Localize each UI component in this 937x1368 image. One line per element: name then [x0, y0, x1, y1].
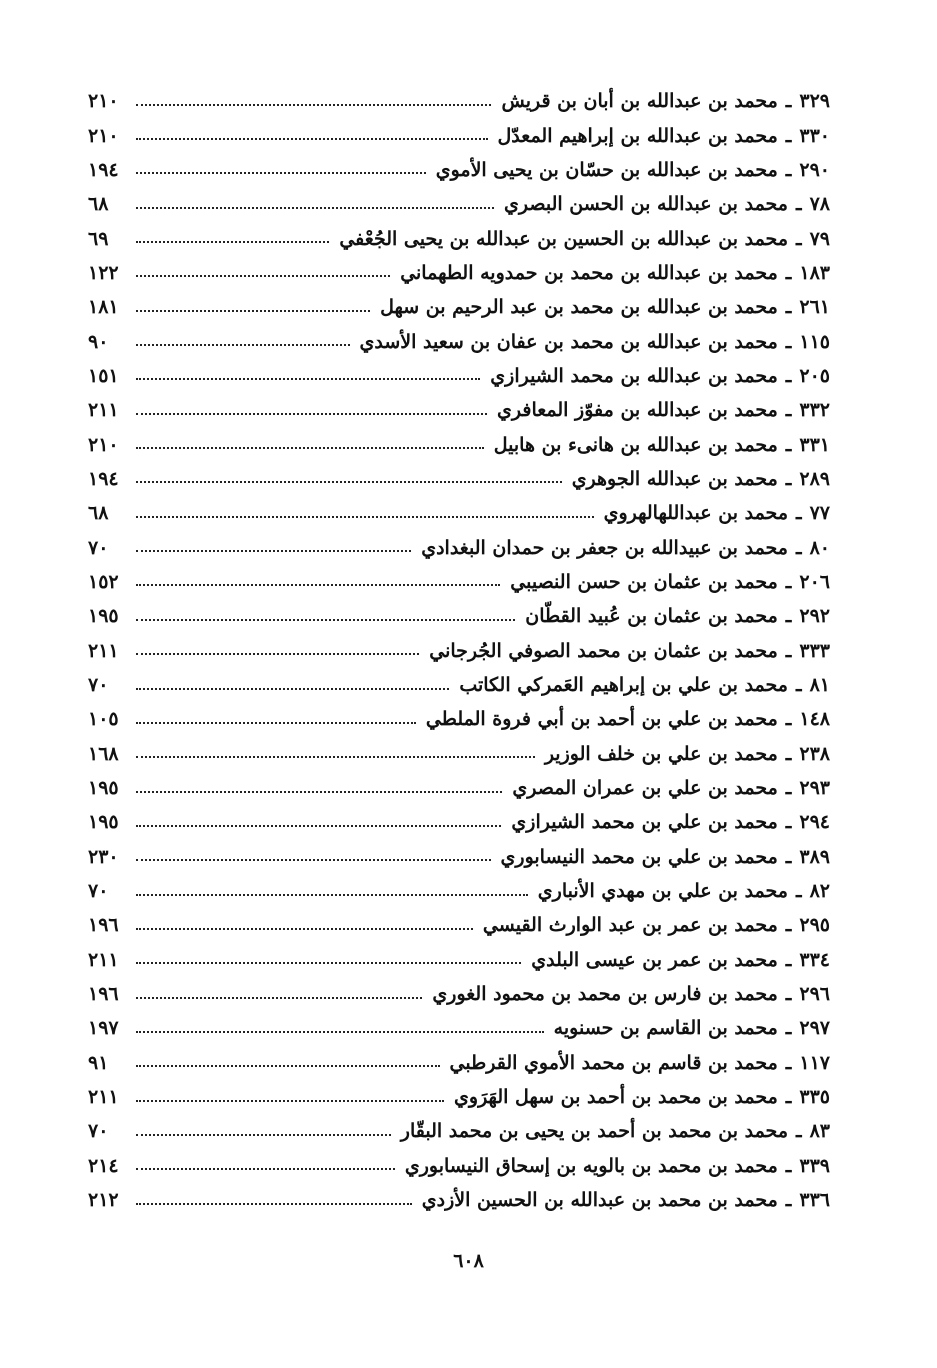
- entry-page-ref: ٩٠: [88, 330, 109, 353]
- dot-leader: [136, 1203, 412, 1205]
- entry-page-ref: ٦٩: [88, 227, 109, 250]
- dot-leader: [136, 275, 390, 277]
- entry-page-ref: ٧٠: [88, 674, 109, 697]
- index-entry: [88, 1046, 830, 1080]
- entry-page-ref: ٢١١: [88, 639, 119, 662]
- entry-name: محمد بن عثمان بن عُبيد القطّان: [525, 605, 778, 628]
- index-entry: [88, 290, 830, 324]
- entry-name: محمد بن عبدالله بن مفوّز المعافري: [497, 399, 778, 422]
- dot-leader: [136, 344, 350, 346]
- entry-separator: ـ: [796, 536, 802, 559]
- entry-name: محمد بن علي بن عمران المصري: [512, 777, 778, 800]
- entry-name: محمد بن علي بن إبراهيم العَمركي الكاتب: [459, 674, 788, 697]
- entry-number: ٣٣٣: [799, 639, 830, 662]
- entry-page-ref: ١٩٦: [88, 914, 119, 937]
- dot-leader: [136, 413, 487, 415]
- dot-leader: [136, 997, 422, 999]
- entry-number: ٢٦١: [799, 296, 830, 319]
- entry-number: ٣٢٩: [799, 90, 830, 113]
- entry-number: ٣٣٠: [799, 124, 830, 147]
- index-entry: [88, 874, 830, 908]
- dot-leader: [136, 550, 411, 552]
- entry-number: ٢٨٩: [799, 467, 830, 490]
- entry-name: محمد بن عبداللهالهروي: [603, 502, 788, 525]
- entry-page-ref: ٢٣٠: [88, 845, 119, 868]
- entry-page-ref: ١٩٧: [88, 1017, 119, 1040]
- entry-page-ref: ١٩٥: [88, 605, 119, 628]
- dot-leader: [136, 756, 535, 758]
- entry-name: محمد بن عثمان بن حسن النصيبي: [510, 570, 778, 593]
- entry-name: محمد بن محمد بن بالويه بن إسحاق النيسابوري: [404, 1154, 778, 1177]
- dot-leader: [136, 378, 480, 380]
- entry-number: ٢٩٦: [799, 983, 830, 1006]
- entry-separator: ـ: [785, 364, 792, 387]
- entry-name: محمد بن علي بن مهدي الأنباري: [537, 880, 788, 903]
- entry-separator: ـ: [785, 1051, 792, 1074]
- entry-number: ٧٧: [809, 502, 830, 525]
- index-entry: [88, 599, 830, 633]
- entry-number: ٣٣٤: [799, 948, 830, 971]
- dot-leader: [136, 481, 562, 483]
- entry-number: ١٤٨: [799, 708, 830, 731]
- entry-page-ref: ٢١٤: [88, 1154, 119, 1177]
- entry-separator: ـ: [796, 880, 802, 903]
- entry-page-ref: ٦٨: [88, 502, 109, 525]
- entry-number: ٣٣٩: [799, 1154, 830, 1177]
- entry-number: ٨١: [809, 674, 830, 697]
- index-list: [88, 84, 830, 1217]
- index-entry: [88, 1149, 830, 1183]
- index-entry: [88, 84, 830, 118]
- dot-leader: [136, 791, 502, 793]
- index-entry: [88, 702, 830, 736]
- dot-leader: [136, 825, 501, 827]
- entry-name: محمد بن عبيدالله بن جعفر بن حمدان البغدادي: [421, 536, 788, 559]
- entry-page-ref: ٧٠: [88, 536, 109, 559]
- index-entry: [88, 805, 830, 839]
- entry-page-ref: ١٩٤: [88, 467, 119, 490]
- entry-separator: ـ: [785, 296, 792, 319]
- entry-number: ٣٣٢: [799, 399, 830, 422]
- entry-number: ٨٣: [809, 1120, 830, 1143]
- entry-number: ٣٨٩: [799, 845, 830, 868]
- dot-leader: [136, 653, 419, 655]
- entry-number: ٨٢: [809, 880, 830, 903]
- index-entry: [88, 496, 830, 530]
- entry-number: ٧٨: [809, 193, 830, 216]
- index-entry: [88, 427, 830, 461]
- entry-separator: ـ: [785, 467, 792, 490]
- entry-name: محمد بن القاسم بن حسنويه: [553, 1017, 778, 1040]
- entry-separator: ـ: [785, 983, 792, 1006]
- entry-number: ١١٧: [799, 1051, 830, 1074]
- dot-leader: [136, 447, 484, 449]
- index-entry: [88, 324, 830, 358]
- entry-page-ref: ١٩٦: [88, 983, 119, 1006]
- dot-leader: [136, 584, 500, 586]
- entry-name: محمد بن عبدالله بن محمد بن عفان بن سعيد الأسدي: [359, 330, 778, 353]
- entry-separator: ـ: [785, 90, 792, 113]
- entry-page-ref: ١٦٨: [88, 742, 119, 765]
- entry-separator: ـ: [785, 1017, 792, 1040]
- entry-name: محمد بن علي بن محمد الشيرازي: [511, 811, 778, 834]
- dot-leader: [136, 310, 370, 312]
- entry-number: ٣٣٥: [799, 1086, 830, 1109]
- dot-leader: [136, 241, 329, 243]
- entry-number: ٢٩٥: [799, 914, 830, 937]
- dot-leader: [136, 928, 473, 930]
- entry-separator: ـ: [785, 708, 792, 731]
- entry-separator: ـ: [785, 1154, 792, 1177]
- dot-leader: [136, 962, 521, 964]
- entry-page-ref: ١٩٥: [88, 811, 119, 834]
- entry-number: ٢٠٦: [799, 570, 830, 593]
- entry-separator: ـ: [785, 124, 792, 147]
- entry-separator: ـ: [796, 193, 802, 216]
- entry-name: محمد بن عبدالله بن أبان بن قريش: [501, 90, 778, 113]
- entry-page-ref: ١٨١: [88, 296, 119, 319]
- entry-name: محمد بن علي بن خلف الوزير: [544, 742, 778, 765]
- entry-name: محمد بن علي بن أحمد بن أبي فروة الملطي: [425, 708, 778, 731]
- entry-page-ref: ٩١: [88, 1051, 109, 1074]
- entry-number: ٢٩٤: [799, 811, 830, 834]
- entry-separator: ـ: [785, 742, 792, 765]
- entry-separator: ـ: [785, 261, 792, 284]
- entry-name: محمد بن عبدالله بن إبراهيم المعدّل: [497, 124, 778, 147]
- index-entry: [88, 1114, 830, 1148]
- entry-number: ٧٩: [809, 227, 830, 250]
- index-entry: [88, 1183, 830, 1217]
- entry-number: ٢٩٢: [799, 605, 830, 628]
- entry-separator: ـ: [785, 811, 792, 834]
- entry-name: محمد بن عبدالله الجوهري: [571, 467, 778, 490]
- dot-leader: [136, 207, 494, 209]
- index-entry: [88, 187, 830, 221]
- entry-number: ١٨٣: [799, 261, 830, 284]
- dot-leader: [136, 688, 449, 690]
- entry-page-ref: ٢١١: [88, 1086, 119, 1109]
- entry-separator: ـ: [785, 570, 792, 593]
- entry-name: محمد بن عبدالله بن حسّان بن يحيى الأموي: [435, 158, 778, 181]
- dot-leader: [136, 1100, 444, 1102]
- entry-name: محمد بن عبدالله بن محمد بن عبد الرحيم بن سهل: [380, 296, 778, 319]
- index-entry: [88, 118, 830, 152]
- page-number: ٦٠٨: [453, 1250, 484, 1272]
- entry-separator: ـ: [785, 639, 792, 662]
- index-entry: [88, 359, 830, 393]
- index-entry: [88, 668, 830, 702]
- dot-leader: [136, 172, 426, 174]
- dot-leader: [136, 619, 515, 621]
- entry-separator: ـ: [785, 1189, 792, 1212]
- entry-name: محمد بن عبدالله بن هانىء بن هابيل: [493, 433, 778, 456]
- entry-separator: ـ: [785, 433, 792, 456]
- entry-separator: ـ: [796, 674, 802, 697]
- dot-leader: [136, 1134, 391, 1136]
- entry-number: ٢٩٣: [799, 777, 830, 800]
- entry-separator: ـ: [785, 158, 792, 181]
- entry-page-ref: ٧٠: [88, 1120, 109, 1143]
- entry-name: محمد بن قاسم بن محمد الأموي القرطبي: [449, 1051, 778, 1074]
- entry-separator: ـ: [785, 948, 792, 971]
- index-entry: [88, 221, 830, 255]
- index-entry: [88, 153, 830, 187]
- index-entry: [88, 530, 830, 564]
- entry-number: ٣٣٦: [799, 1189, 830, 1212]
- dot-leader: [136, 1065, 440, 1067]
- index-entry: [88, 462, 830, 496]
- entry-page-ref: ٢١٢: [88, 1189, 119, 1212]
- dot-leader: [136, 859, 491, 861]
- entry-number: ٢٩٧: [799, 1017, 830, 1040]
- entry-page-ref: ١٠٥: [88, 708, 119, 731]
- dot-leader: [136, 1031, 544, 1033]
- index-entry: [88, 840, 830, 874]
- entry-separator: ـ: [785, 330, 792, 353]
- entry-name: محمد بن عبدالله بن محمد الشيرازي: [490, 364, 778, 387]
- index-entry: [88, 737, 830, 771]
- entry-separator: ـ: [785, 605, 792, 628]
- index-entry: [88, 393, 830, 427]
- index-entry: [88, 1011, 830, 1045]
- entry-name: محمد بن فارس بن محمد بن محمود الغوري: [432, 983, 778, 1006]
- entry-page-ref: ١٥١: [88, 364, 119, 387]
- entry-number: ٨٠: [809, 536, 830, 559]
- entry-separator: ـ: [785, 914, 792, 937]
- index-entry: [88, 565, 830, 599]
- index-entry: [88, 908, 830, 942]
- index-entry: [88, 977, 830, 1011]
- entry-page-ref: ٢١٠: [88, 124, 119, 147]
- entry-name: محمد بن عثمان بن محمد الصوفي الجُرجاني: [429, 639, 778, 662]
- dot-leader: [136, 104, 491, 106]
- entry-page-ref: ١٥٢: [88, 570, 119, 593]
- entry-separator: ـ: [785, 399, 792, 422]
- entry-separator: ـ: [796, 502, 802, 525]
- entry-name: محمد بن محمد بن أحمد بن سهل الهَرَوي: [454, 1086, 778, 1109]
- entry-name: محمد بن محمد بن عبدالله بن الحسين الأزدي: [421, 1189, 778, 1212]
- entry-page-ref: ٦٨: [88, 193, 109, 216]
- entry-page-ref: ٢١١: [88, 399, 119, 422]
- entry-page-ref: ٢١٠: [88, 433, 119, 456]
- dot-leader: [136, 894, 528, 896]
- entry-name: محمد بن عبدالله بن محمد بن حمدويه الطهماني: [400, 261, 778, 284]
- entry-page-ref: ٢١١: [88, 948, 119, 971]
- index-entry: [88, 771, 830, 805]
- entry-page-ref: ١٩٥: [88, 777, 119, 800]
- entry-page-ref: ٢١٠: [88, 90, 119, 113]
- entry-name: محمد بن محمد بن أحمد بن يحيى بن محمد البقّار: [400, 1120, 788, 1143]
- entry-number: ٢٣٨: [799, 742, 830, 765]
- entry-separator: ـ: [796, 1120, 802, 1143]
- entry-name: محمد بن عمر بن عبد الوارث القيسي: [482, 914, 778, 937]
- entry-separator: ـ: [796, 227, 802, 250]
- entry-number: ٢٩٠: [799, 158, 830, 181]
- entry-separator: ـ: [785, 777, 792, 800]
- index-entry: [88, 1080, 830, 1114]
- entry-number: ٣٣١: [799, 433, 830, 456]
- entry-name: محمد بن علي بن محمد النيسابوري: [500, 845, 778, 868]
- entry-name: محمد بن عمر بن عيسى البلدي: [531, 948, 778, 971]
- index-entry: [88, 634, 830, 668]
- entry-number: ١١٥: [799, 330, 830, 353]
- entry-number: ٢٠٥: [799, 364, 830, 387]
- entry-page-ref: ٧٠: [88, 880, 109, 903]
- entry-name: محمد بن عبدالله بن الحسين بن عبدالله بن يحيى الجُعْفي: [339, 227, 788, 250]
- dot-leader: [136, 1168, 395, 1170]
- entry-name: محمد بن عبدالله بن الحسن البصري: [504, 193, 788, 216]
- entry-page-ref: ١٢٢: [88, 261, 119, 284]
- index-entry: [88, 943, 830, 977]
- entry-separator: ـ: [785, 845, 792, 868]
- index-entry: [88, 256, 830, 290]
- entry-page-ref: ١٩٤: [88, 158, 119, 181]
- dot-leader: [136, 722, 416, 724]
- entry-separator: ـ: [785, 1086, 792, 1109]
- dot-leader: [136, 516, 594, 518]
- dot-leader: [136, 138, 488, 140]
